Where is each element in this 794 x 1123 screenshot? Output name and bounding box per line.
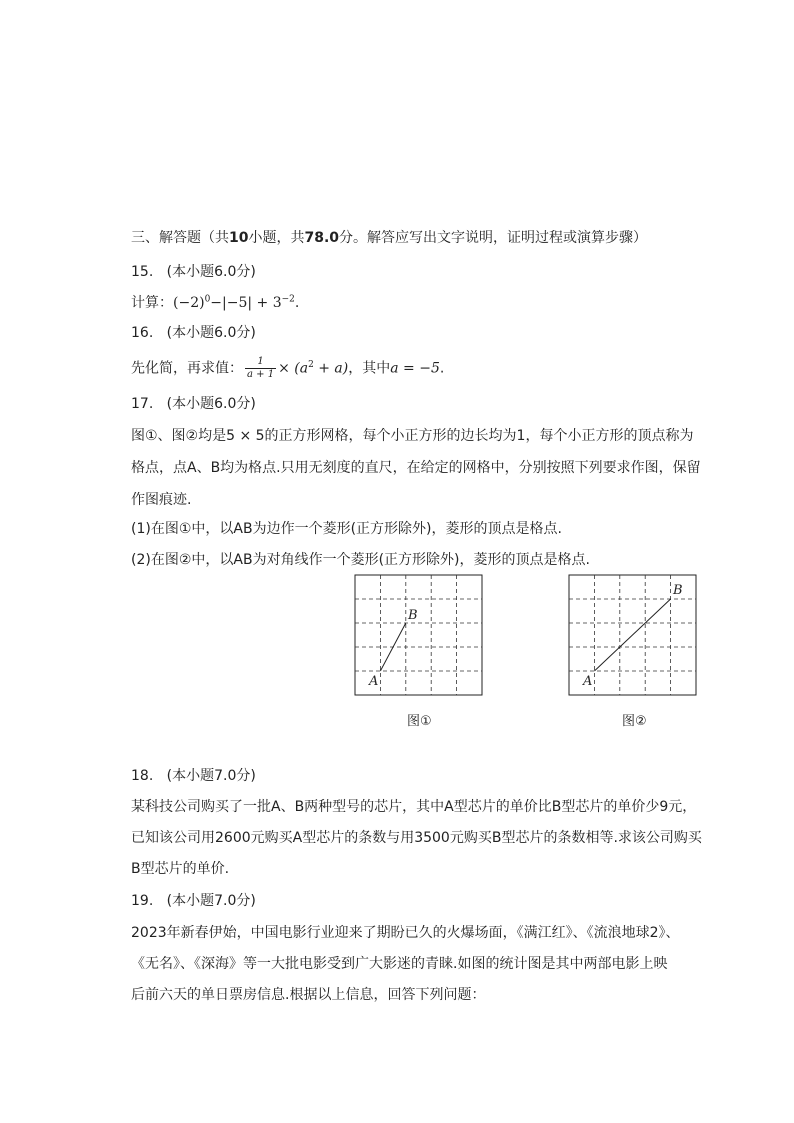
q17-line2: 格点，点A、B均为格点.只用无刻度的直尺，在给定的网格中，分别按照下列要求作图，保留 (131, 460, 701, 476)
q16-end: . (439, 360, 445, 377)
q15-expr-part2: −|−5| + 3 (210, 295, 282, 311)
q17-line1: 图①、图②均是5 × 5的正方形网格，每个小正方形的边长均为1，每个小正方形的顶点称为 (131, 428, 694, 444)
fig2-segment-ab (594, 599, 670, 671)
q16-rest: + a) (313, 360, 349, 377)
q16-cond: ，其中 (348, 360, 391, 377)
q15-exp2: −2 (281, 294, 295, 305)
q17-part2: (2)在图②中，以AB为对角线作一个菱形(正方形除外)，菱形的顶点是格点. (131, 552, 590, 568)
q17-part1: (1)在图①中，以AB为边作一个菱形(正方形除外)，菱形的顶点是格点. (131, 521, 562, 537)
q16-frac-num: 1 (245, 356, 276, 369)
q19-number: 19. (131, 893, 154, 909)
figure-2-grid (564, 570, 704, 700)
q15-body (131, 294, 299, 312)
q16-frac-den: a + 1 (247, 369, 275, 380)
q18-line1: 某科技公司购买了一批A、B两种型号的芯片，其中A型芯片的单价比B型芯片的单价少9元， (131, 799, 697, 815)
q19-line2: 《无名》、《深海》等一大批电影受到广大影迷的青睐.如图的统计图是其中两部电影上映 (131, 956, 668, 972)
q19-score: (本小题7.0分) (166, 893, 256, 909)
fig2-label-b: B (673, 583, 683, 598)
q16-times: × (a (278, 360, 309, 377)
q18-line3: B型芯片的单价. (131, 861, 230, 877)
q16-number: 16. (131, 325, 154, 341)
fig2-caption: 图② (622, 714, 647, 729)
q16-square: 2 (308, 359, 314, 370)
section-points: 78.0 (304, 230, 340, 246)
q15-number: 15. (131, 264, 154, 280)
fig1-label-b: B (408, 608, 418, 623)
q19-line1: 2023年新春伊始，中国电影行业迎来了期盼已久的火爆场面，《满江红》、《流浪地球2》、 (131, 925, 680, 941)
section-count: 10 (229, 230, 249, 246)
q19-header (131, 892, 256, 910)
q16-header (131, 324, 256, 342)
section-mid2: 分。解答应写出文字说明，证明过程或演算步骤） (339, 230, 648, 246)
q18-score: (本小题7.0分) (166, 768, 256, 784)
section-header (131, 229, 647, 247)
q15-expr-part1: (−2) (173, 295, 205, 311)
q17-score: (本小题6.0分) (166, 396, 256, 412)
fig1-label-a: A (369, 674, 379, 689)
q17-line3: 作图痕迹. (131, 492, 192, 508)
q17-header (131, 395, 256, 413)
q15-score: (本小题6.0分) (166, 264, 256, 280)
q16-prefix: 先化简，再求值： (131, 360, 243, 377)
q18-line2: 已知该公司用2600元购买A型芯片的条数与用3500元购买B型芯片的条数相等.求该公司购买 (131, 830, 702, 846)
q16-fraction (245, 356, 276, 381)
q16-score: (本小题6.0分) (166, 325, 256, 341)
q16-body (131, 356, 444, 381)
q19-line3: 后前六天的单日票房信息.根据以上信息，回答下列问题： (131, 987, 486, 1003)
q15-prefix: 计算： (131, 295, 173, 311)
q15-exp0: 0 (204, 294, 211, 305)
fig1-caption: 图① (407, 714, 432, 729)
fig2-label-a: A (583, 674, 593, 689)
figure-1-grid (350, 570, 490, 700)
section-title: 三、解答题（共 (131, 230, 229, 246)
q17-number: 17. (131, 396, 154, 412)
q15-header (131, 263, 256, 281)
q15-end: . (294, 295, 300, 311)
section-mid1: 小题，共 (248, 230, 305, 246)
q18-header (131, 767, 256, 785)
q18-number: 18. (131, 768, 154, 784)
q16-value: a = −5 (390, 360, 440, 377)
